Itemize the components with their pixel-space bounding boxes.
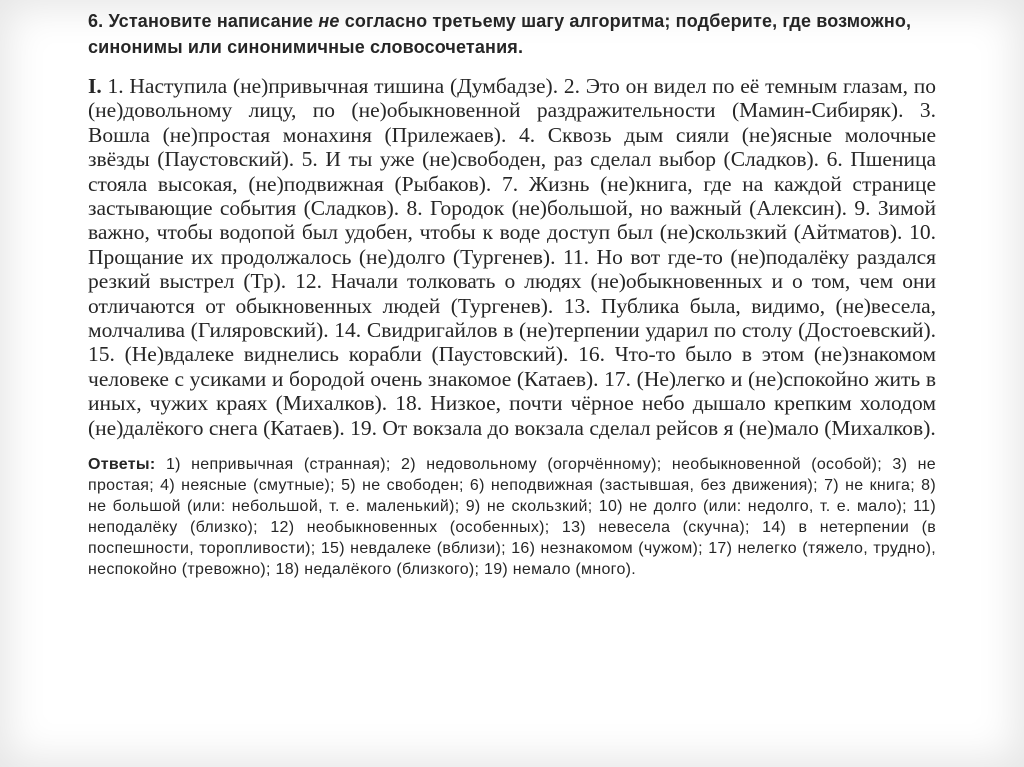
exercise-number: I. (88, 74, 102, 98)
text-block (88, 8, 936, 580)
answers-text: 1) непривычная (странная); 2) недовольному (огорчённому); необыкновенной (особой); 3) не простая; 4) неясные (смутные); 5) не свободен; 6) неподвижная (застывшая, без движения); 7) не книга; 8) не большой (или: небольшой, т. е. маленький); 9) не скользкий; 10) не долго (или: недолго, т. е. мало); 11) неподалёку (близко); 12) необыкновенных (особенных); 13) невесела (скучна); 14) в нетерпении (в поспешности, торопливости); 15) невдалеке (вблизи); 16) незнакомом (чужом); 17) нелегко (тяжело, трудно), неспокойно (тревожно); 18) недалёкого (близкого); 19) немало (много). (88, 456, 936, 579)
task-heading-negation: не (318, 11, 340, 31)
task-heading (88, 8, 936, 60)
task-heading-start: 6. Установите написание (88, 11, 319, 31)
exercise-text (88, 74, 936, 440)
exercise-sentences: 1. Наступила (не)привычная тишина (Думбадзе). 2. Это он видел по её темным глазам, по (не)довольному лицу, по (не)обыкновенной раздражительности (Мамин-Сибиряк). 3. Вошла (не)простая монахиня (Прилежаев). 4. Сквозь дым сияли (не)ясные молочные звёзды (Паустовский). 5. И ты уже (не)свободен, раз сделал выбор (Сладков). 6. Пшеница стояла высокая, (не)подвижная (Рыбаков). 7. Жизнь (не)книга, где на каждой странице застывающие события (Сладков). 8. Городок (не)большой, но важный (Алексин). 9. Зимой важно, чтобы водопой был удобен, чтобы к воде доступ был (не)скользкий (Айтматов). 10. Прощание их продолжалось (не)долго (Тургенев). 11. Но вот где-то (не)подалёку раздался резкий выстрел (Тр). 12. Начали толковать о людях (не)обыкновенных и о том, чем они отличаются от обыкновенных людей (Тургенев). 13. Публика была, видимо, (не)весела, молчалива (Гиляровский). 14. Свидригайлов в (не)терпении ударил по столу (Достоевский). 15. (Не)вдалеке виднелись корабли (Паустовский). 16. Что-то было в этом (не)знакомом человеке с усиками и бородой очень знакомое (Катаев). 17. (Не)легко и (не)спокойно жить в иных, чужих краях (Михалков). 18. Низкое, почти чёрное небо дышало крепким холодом (не)далёкого снега (Катаев). 19. От вокзала до вокзала сделал рейсов я (не)мало (Михалков). (88, 74, 936, 440)
answers-block (88, 454, 936, 580)
task-heading-end: согласно третьему шагу алгоритма; подберите, где возможно, синонимы или синонимичные словосочетания. (88, 11, 912, 57)
answers-label: Ответы: (88, 456, 156, 474)
